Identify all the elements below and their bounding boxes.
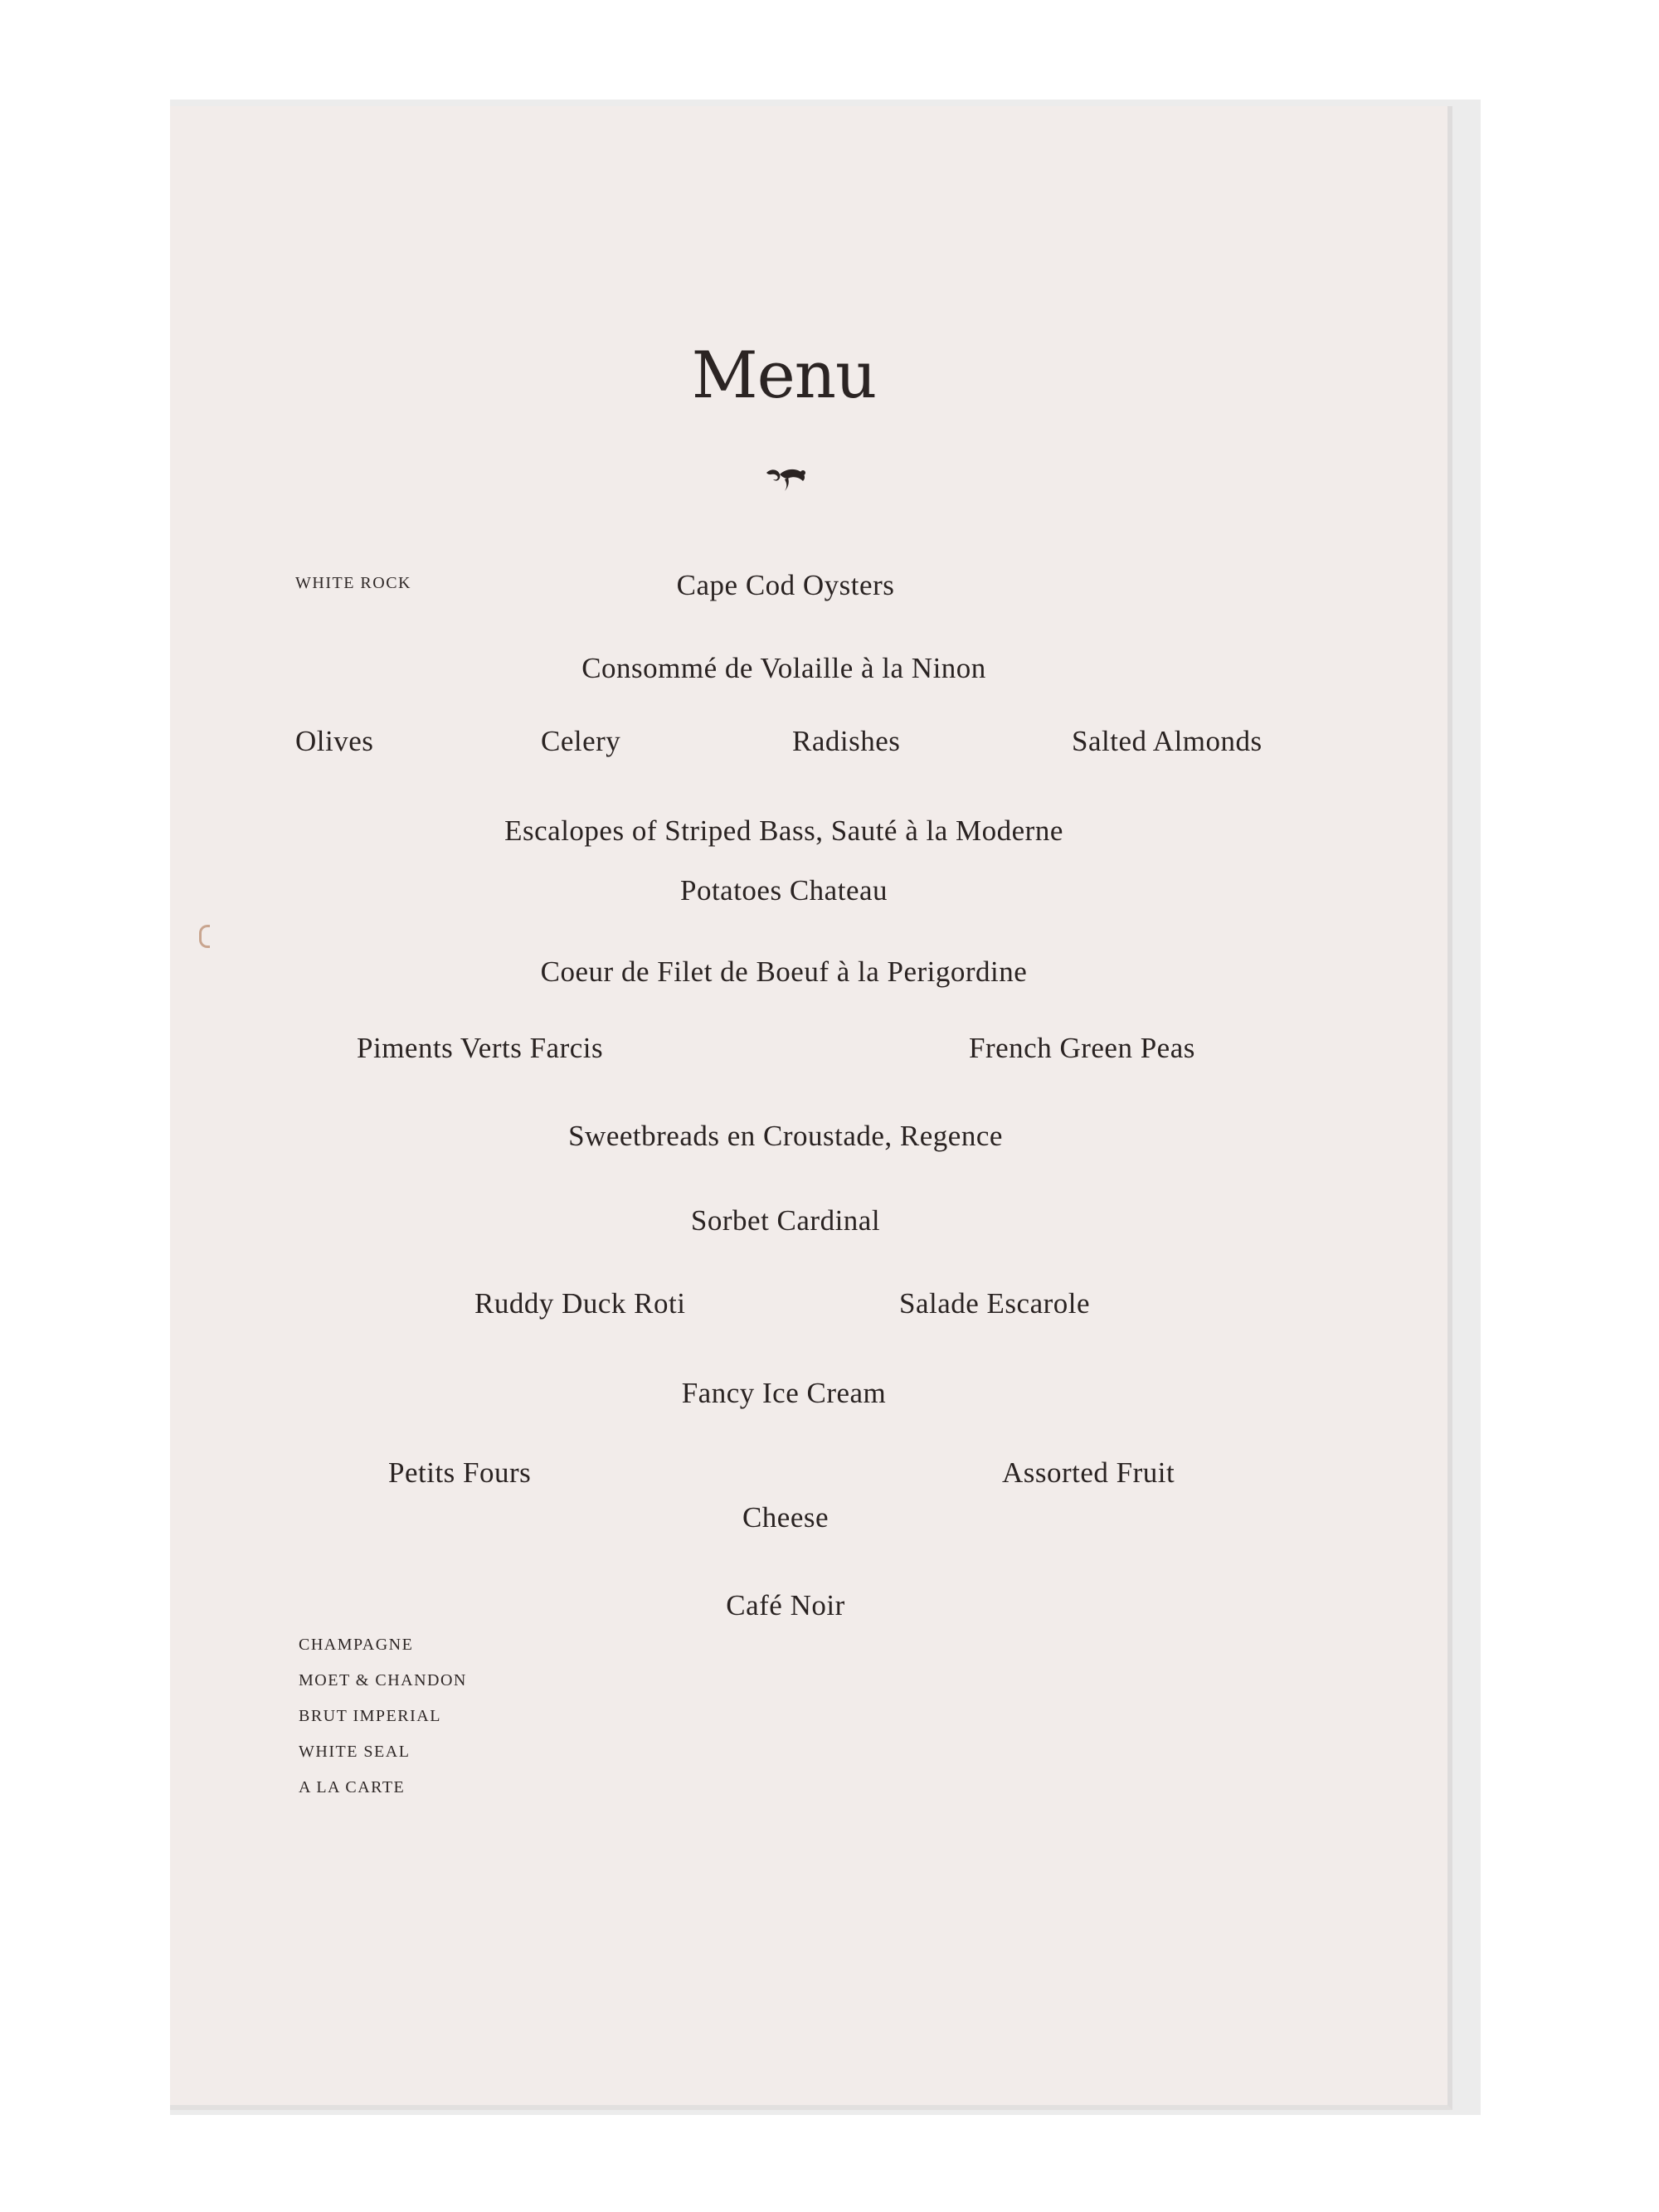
menu-item-potatoes: Potatoes Chateau bbox=[679, 874, 888, 907]
menu-title: Menu bbox=[691, 338, 877, 413]
menu-item-oysters: Cape Cod Oysters bbox=[676, 569, 895, 601]
menu-item-piments: Piments Verts Farcis bbox=[357, 1032, 604, 1064]
wine-pairing-label: WHITE ROCK bbox=[295, 574, 411, 592]
menu-item-radishes: Radishes bbox=[792, 725, 901, 757]
menu-item-salade: Salade Escarole bbox=[899, 1287, 1091, 1320]
wine-list-line: CHAMPAGNE bbox=[299, 1636, 414, 1654]
wine-list-line: MOET & CHANDON bbox=[299, 1671, 467, 1689]
menu-item-filet: Coeur de Filet de Boeuf à la Perigordine bbox=[540, 955, 1028, 988]
wine-list-line: A LA CARTE bbox=[299, 1778, 406, 1796]
menu-item-cheese: Cheese bbox=[742, 1501, 830, 1534]
menu-item-almonds: Salted Almonds bbox=[1072, 725, 1262, 757]
menu-item-petitsfours: Petits Fours bbox=[388, 1456, 532, 1489]
menu-item-olives: Olives bbox=[295, 725, 374, 757]
menu-item-consomme: Consommé de Volaille à la Ninon bbox=[581, 652, 986, 684]
menu-item-peas: French Green Peas bbox=[969, 1032, 1195, 1064]
menu-item-celery: Celery bbox=[541, 725, 621, 757]
wine-list-line: WHITE SEAL bbox=[299, 1743, 411, 1761]
menu-item-sweetbreads: Sweetbreads en Croustade, Regence bbox=[568, 1120, 1003, 1152]
wine-list-line: BRUT IMPERIAL bbox=[299, 1707, 441, 1725]
menu-item-cafe: Café Noir bbox=[726, 1589, 845, 1621]
menu-item-sorbet: Sorbet Cardinal bbox=[690, 1204, 881, 1237]
menu-item-bass: Escalopes of Striped Bass, Sauté à la Moderne bbox=[504, 814, 1063, 847]
menu-item-icecream: Fancy Ice Cream bbox=[681, 1377, 887, 1409]
menu-item-fruit: Assorted Fruit bbox=[1002, 1456, 1175, 1489]
leaf-flourish-icon bbox=[763, 464, 810, 494]
menu-item-duck: Ruddy Duck Roti bbox=[474, 1287, 686, 1320]
paper-mark bbox=[199, 925, 210, 948]
